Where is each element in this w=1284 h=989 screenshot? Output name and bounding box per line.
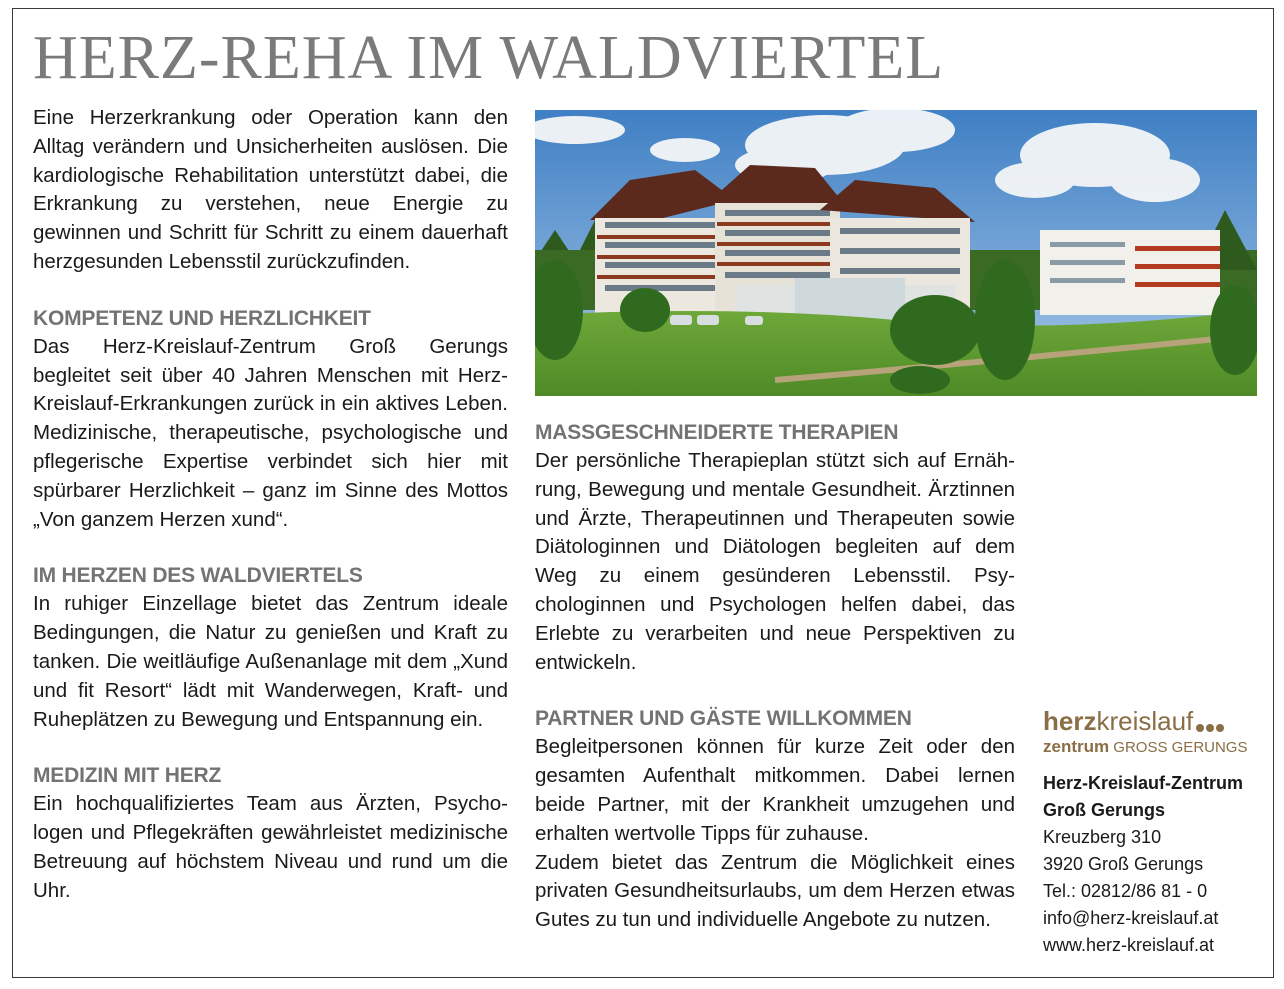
brand-logo xyxy=(1043,706,1258,757)
logo-dots-icon xyxy=(1196,708,1226,738)
partners-heading: PARTNER UND GÄSTE WILLKOMMEN xyxy=(535,707,912,731)
therapies-heading: MASSGESCHNEIDERTE THERAPIEN xyxy=(535,421,899,444)
medicine-text: Ein hochqualifiziertes Team aus Ärzten, Psychologen und Pflegekräften gewährleistet medizinische Betreuung auf höchstem Niveau und rund um die Uhr. xyxy=(33,792,508,902)
therapies-section xyxy=(535,418,1015,677)
partners-text: Begleitpersonen können für kurze Zeit oder den gesamten Aufenthalt mitkommen. Dabei lernen beide Partner, mit der Krankheit umzugehen und erhalten wertvolle Tipps für zuhause. xyxy=(535,735,1015,845)
contact-block xyxy=(1043,770,1263,959)
logo-subline xyxy=(1043,738,1258,757)
middle-column xyxy=(535,418,1015,962)
contact-phone: Tel.: 02812/86 81 - 0 xyxy=(1043,881,1208,901)
competence-text: Das Herz-Kreislauf-Zentrum Groß Gerungs begleitet seit über 40 Jahren Menschen mit Herz-Kreislauf-Erkrankungen zurück in ein aktives Leben. Medizinische, therapeutische, psychologische und pflegerische Expertise verbindet sich hier mit spürbarer Herzlichkeit – ganz im Sinne des Mottos „Von ganzem Herzen xund“. xyxy=(33,334,508,531)
contact-email[interactable]: info@herz-kreislauf.at xyxy=(1043,908,1219,928)
contact-name-2: Groß Gerungs xyxy=(1043,800,1166,820)
logo-word-herz: herz xyxy=(1043,706,1097,736)
contact-city: 3920 Groß Gerungs xyxy=(1043,854,1204,874)
waldviertel-text: In ruhiger Einzellage bietet das Zentrum ideale Bedingungen, die Natur zu genießen und Kraft zu tanken. Die weitläufige Außenanlage mit dem „Xund und fit Resort“ lädt mit Wanderwegen, Kraft- und Ruheplätzen zu Bewegung und Entspannung ein. xyxy=(33,592,508,731)
partners-text-2: Zudem bietet das Zentrum die Möglichkeit eines privaten Gesundheitsurlaubs, um dem Herzen etwas Gutes zu tun und individuelle Angebote zu nutzen. xyxy=(535,850,1015,932)
intro-section xyxy=(33,104,508,277)
contact-name-1: Herz-Kreislauf-Zentrum xyxy=(1043,773,1244,793)
logo-word-kreislauf: kreislauf xyxy=(1096,706,1194,736)
waldviertel-heading: IM HERZEN DES WALDVIERTELS xyxy=(33,564,363,588)
competence-heading: KOMPETENZ UND HERZLICHKEIT xyxy=(33,306,371,330)
medicine-heading: MEDIZIN MIT HERZ xyxy=(33,764,222,788)
logo-wordmark xyxy=(1043,706,1258,738)
competence-section xyxy=(33,304,508,535)
therapies-text: Der persönliche Therapieplan stützt sich auf Ernährung, Bewegung und mentale Gesundheit. Ärztinnen und Ärzte, Therapeutinnen und Therapeuten sowie Diätologinnen und Diätologen begleiten auf dem Weg zu einem gesünderen Lebensstil. Psychologinnen und Psychologen helfen dabei, das Erlebte zu verarbeiten und neue Perspektiven zu entwickeln. xyxy=(535,449,1015,674)
intro-text: Eine Herzerkrankung oder Operation kann den Alltag verändern und Unsicherheiten auslösen. Die kardiologische Rehabilitation unterstützt dabei, die Erkrankung zu verstehen, neue Energie zu gewinnen und Schritt für Schritt zu einem dauerhaft herzgesunden Lebensstil zurückzufinden. xyxy=(33,106,508,273)
clinic-photo-illustration xyxy=(535,110,1257,396)
left-column xyxy=(33,104,508,933)
contact-website[interactable]: www.herz-kreislauf.at xyxy=(1043,935,1215,955)
clinic-photo xyxy=(535,110,1257,396)
logo-word-location: GROSS GERUNGS xyxy=(1113,739,1248,757)
medicine-section xyxy=(33,761,508,905)
logo-word-zentrum: zentrum xyxy=(1043,737,1110,757)
partners-section xyxy=(535,704,1015,935)
waldviertel-section xyxy=(33,561,508,734)
headline: HERZ-REHA IM WALDVIERTEL xyxy=(33,24,945,92)
contact-street: Kreuzberg 310 xyxy=(1043,827,1162,847)
